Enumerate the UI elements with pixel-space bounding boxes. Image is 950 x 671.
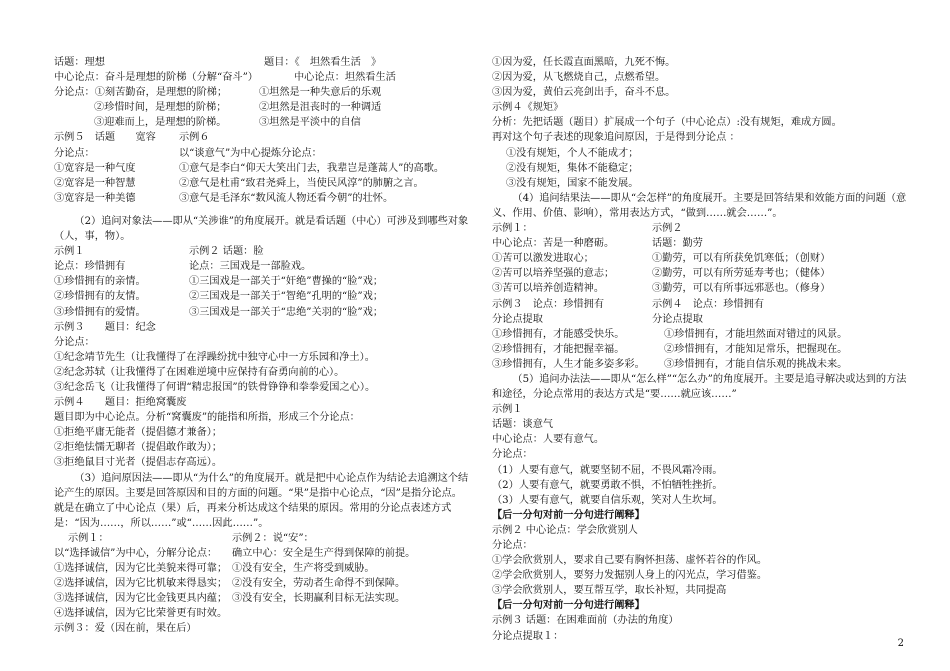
text-line: 分析：先把话题（题目）扩展成一个句子（中心论点）:没有规矩，难成方圆。 — [492, 117, 842, 129]
text-line: ①珍惜拥有，才能感受快乐。 ①珍惜拥有，才能坦然面对错过的风景。 — [492, 328, 848, 340]
right-column — [492, 55, 912, 644]
text-line: 示例３：爱（因在前，果在后） — [54, 623, 197, 635]
text-line: ②珍惜拥有的友情。 ②三国戏是一部关于“智绝”孔明的“脸”戏； — [54, 291, 384, 303]
text-line: ②珍惜拥有，才能把握幸福。 ②珍惜拥有，才能知足常乐，把握现在。 — [492, 343, 848, 355]
text-line: 中心论点：人要有意气。 — [492, 434, 605, 446]
page-number: 2 — [897, 638, 904, 649]
text-line: ②纪念苏轼（让我懂得了在困难逆境中应保持有奋勇向前的心）。 — [54, 366, 345, 378]
text-line: 示例１： 示例２ — [492, 223, 683, 235]
text-line: 【后一分句对前一分句进行阐释】 — [492, 599, 645, 612]
left-column — [54, 55, 472, 637]
text-line: ①因为爱，任长霞直面黑暗，九死不悔。 — [492, 57, 676, 68]
text-line: ①学会欣赏别人，要求自己要有胸怀担荡、虚怀若谷的作风。 — [492, 555, 768, 567]
text-line: ③纪念岳飞（让我懂得了何谓“精忠报国”的铁骨铮铮和拳拳爱国之心）。 — [54, 381, 376, 393]
text-line: ③选择诚信，因为它比金钱更具内蕴； ③没有安全，长期赢利目标无法实现。 — [54, 593, 406, 605]
text-line: 分论点： — [492, 449, 533, 461]
text-line: 示例１ 示例２ 话题：脸 — [54, 246, 264, 258]
text-line: 分论点：①刻苦勤奋，是理想的阶梯； ①坦然是一种失意后的乐观 — [54, 87, 382, 99]
text-line: （1）人要有意气，就要坚韧不屈，不畏风霜冷雨。 — [492, 464, 723, 476]
text-line: 示例３ 题目：纪念 — [54, 321, 156, 333]
text-line: 论点：珍惜拥有 论点：三国戏是一部脸戏。 — [54, 261, 312, 273]
text-line: ③宽容是一种美德 ③意气是毛泽东“数风流人物还看今朝”的壮怀。 — [54, 192, 394, 204]
text-line: ③学会欣赏别人，要互帮互学，取长补短，共同提高 — [492, 585, 727, 597]
text-line: ②因为爱，从飞燃烧自己，点燃希望。 — [492, 72, 666, 84]
text-line: 示例３ 论点：珍惜拥有 示例４ 论点：珍惜拥有 — [492, 298, 765, 310]
text-line: ①宽容是一种气度 ①意气是李白“仰天大笑出门去，我辈岂是蓬蒿人”的高歌。 — [54, 162, 445, 174]
text-line: 示例４《规矩》 — [492, 102, 564, 114]
text-line: 示例５ 话题 宽容 示例６ — [54, 132, 210, 144]
text-line: 分论点： — [54, 336, 95, 348]
section-paragraph: （4）追问结果法——即从“会怎样”的角度展开。主要是回答结果和效能方面的问题（意义、作用、价值、影响），常用表达方式，“做到……就会……”。 — [492, 192, 907, 219]
text-line: ②珍惜时间，是理想的阶梯； ②坦然是沮丧时的一种调适 — [94, 102, 382, 114]
text-line: 话题：理想 题目：《 坦然看生活 》 — [54, 57, 382, 68]
text-line: 分论点： — [492, 540, 533, 551]
text-line: ①珍惜拥有的亲情。 ①三国戏是一部关于“奸绝”曹操的“脸”戏； — [54, 276, 384, 288]
text-line: ②学会欣赏别人，要努力发掘别人身上的闪光点，学习借鉴。 — [492, 570, 768, 582]
text-line: 中心论点：奋斗是理想的阶梯（分解“奋斗”） 中心论点：坦然看生活 — [54, 72, 396, 84]
text-line: 话题：谈意气 — [492, 419, 554, 431]
text-line: ③迎难而上，是理想的阶梯。 ③坦然是平淡中的自信 — [94, 117, 361, 129]
text-line: ③珍惜拥有，人生才能多姿多彩。 ③珍惜拥有，才能自信乐观的挑战未来。 — [492, 358, 848, 370]
text-line: ②宽容是一种智慧 ②意气是杜甫“致君尧舜上，当使民风淳”的肺腑之言。 — [54, 177, 424, 189]
text-line: 分论点提取 分论点提取 — [492, 313, 703, 325]
text-line: ①拒绝平庸无能者（提倡德才兼备）； — [54, 427, 223, 439]
text-line: 示例１ — [492, 404, 523, 416]
section-paragraph: （2）追问对象法——即从“关涉谁”的角度展开。就是看话题（中心）可涉及到哪些对象（人，事，物）。 — [54, 215, 469, 243]
section-paragraph: （5）追问办法法——即从“怎么样”“怎么办”的角度展开。主要是追寻解决或达到的方法和途径，分论点常用的表达方式是“要……就应该……” — [492, 373, 907, 401]
text-line: ②没有规矩，集体不能稳定； — [506, 162, 639, 174]
text-line: 中心论点：苦是一种磨砺。 话题：勤劳 — [492, 238, 703, 250]
text-line: ①没有规矩，个人不能成才； — [506, 147, 639, 159]
section-paragraph: （3）追问原因法——即从“为什么”的角度展开。就是把中心论点作为结论去追溯这个结论产生的原因。主要是回答原因和目的方面的问题。“果”是指中心论点，“因”是指分论点。就是在确立了中心论点（果）后，再来分析达成这个结果的原因。常用的分论点表述方式是：“因为……，所以……”或“……因此……”。 — [54, 472, 469, 529]
text-line: 示例２ 中心论点：学会欣赏别人 — [492, 524, 638, 536]
text-line: 示例３ 话题：在困难面前（办法的角度） — [492, 615, 679, 627]
text-line: ②选择诚信，因为它比机敏来得恳实； ②没有安全，劳动者生命得不到保障。 — [54, 578, 406, 590]
text-line: （2）人要有意气，就要勇敢不惧，不怕牺牲挫折。 — [492, 479, 723, 491]
text-line: ④选择诚信，因为它比荣誉更有时效。 — [54, 608, 228, 620]
text-line: ②苦可以培养坚强的意志； ②勤劳，可以有所劳延寿考也；（健体） — [492, 268, 831, 280]
text-line: 分论点： 以“谈意气”为中心提炼分论点： — [54, 147, 322, 159]
text-line: ①选择诚信，因为它比美貌来得可靠； ①没有安全，生产将受到威胁。 — [54, 563, 375, 575]
text-line: ①纪念靖节先生（让我懂得了在浮躁纷扰中独守心中一方乐园和净土）。 — [54, 351, 375, 363]
text-line: ①苦可以激发进取心； ①勤劳，可以有所获免饥寒低；（创财） — [492, 253, 831, 265]
text-line: ②拒绝怯懦无聊者（提倡敢作敢为）； — [54, 442, 223, 454]
text-line: 再对这个句子表述的现象追问原因，于是得到分论点 ： — [492, 132, 740, 144]
text-line: 示例１： 示例２：说“安”： — [68, 532, 314, 544]
text-line: ③因为爱，黄伯云亮剑出手，奋斗不息。 — [492, 87, 676, 99]
text-line: 【后一分句对前一分句进行阐释】 — [492, 508, 645, 521]
text-line: 以“选择诚信”为中心，分解分论点： 确立中心：安全是生产得到保障的前提。 — [54, 548, 416, 559]
text-line: 题目即为中心论点。分析“窝囊废”的能指和所指，形成三个分论点： — [54, 412, 360, 424]
text-line: ③拒绝鼠目寸光者（提倡志存高远）。 — [54, 457, 223, 469]
text-line: ③珍惜拥有的爱情。 ③三国戏是一部关于“忠绝”关羽的“脸”戏； — [54, 306, 384, 318]
text-line: ③苦可以培养创造精神。 ③勤劳，可以有所事远邪恶也。（修身） — [492, 283, 831, 295]
text-line: （3）人要有意气，就要自信乐观，笑对人生坎坷。 — [492, 494, 723, 506]
text-line: ③没有规矩，国家不能发展。 — [506, 177, 639, 189]
text-line: 分论点提取１： — [492, 630, 564, 642]
text-line: 示例４ 题目：拒绝窝囊废 — [54, 397, 187, 409]
